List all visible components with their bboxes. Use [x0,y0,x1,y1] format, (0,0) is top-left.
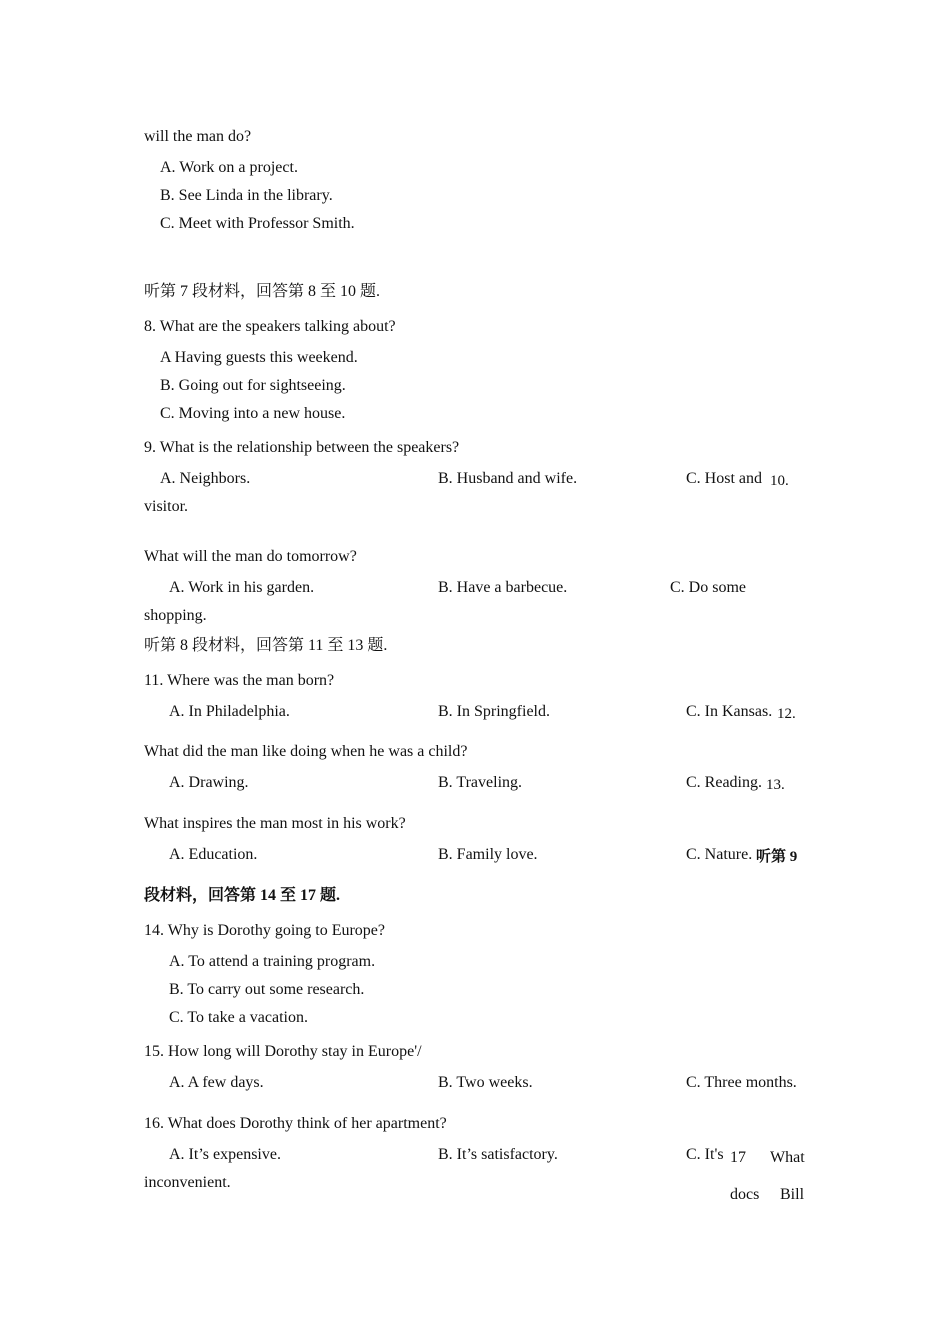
question-14: 14. Why is Dorothy going to Europe? [144,922,386,939]
question-10: What will the man do tomorrow? [144,548,357,565]
question-17-word-3: Bill [780,1186,805,1203]
option-13c: C. Nature. [686,846,753,863]
option-16c-continued: inconvenient. [144,1174,231,1191]
option-10a: A. Work in his garden. [169,579,315,596]
option-13b: B. Family love. [438,846,538,863]
option-16a: A. It’s expensive. [169,1146,281,1163]
question-12: What did the man like doing when he was a child? [144,743,468,760]
option-9b: B. Husband and wife. [438,470,578,487]
question-12-number: 12. [777,706,796,722]
option-10c-continued: shopping. [144,607,207,624]
option-10c: C. Do some [670,579,746,596]
option-14a: A. To attend a training program. [169,953,376,970]
question-13-number: 13. [766,777,785,793]
question-16: 16. What does Dorothy think of her apartment? [144,1115,447,1132]
option-8a: A Having guests this weekend. [160,349,358,366]
option-8c: C. Moving into a new house. [160,405,346,422]
question-13: What inspires the man most in his work? [144,815,406,832]
option-16c: C. It's [686,1146,724,1163]
option-7c: C. Meet with Professor Smith. [160,215,355,232]
question-10-number: 10. [770,473,789,489]
option-14c: C. To take a vacation. [169,1009,308,1026]
section-heading-8: 听第 8 段材料，回答第 11 至 13 题. [144,637,388,654]
section-heading-7: 听第 7 段材料，回答第 8 至 10 题. [144,283,381,300]
question-15: 15. How long will Dorothy stay in Europe'/ [144,1043,422,1060]
question-7-stem-continued: will the man do? [144,128,252,145]
option-9c-continued: visitor. [144,498,189,515]
option-7a: A. Work on a project. [160,159,298,176]
option-11c: C. In Kansas. [686,703,773,720]
option-12b: B. Traveling. [438,774,523,791]
option-7b: B. See Linda in the library. [160,187,333,204]
option-10b: B. Have a barbecue. [438,579,568,596]
question-9: 9. What is the relationship between the speakers? [144,439,460,456]
option-9c: C. Host and [686,470,762,487]
section-heading-9: 段材料，回答第 14 至 17 题. [144,887,341,904]
option-13a: A. Education. [169,846,258,863]
option-12a: A. Drawing. [169,774,249,791]
option-12c: C. Reading. [686,774,762,791]
option-8b: B. Going out for sightseeing. [160,377,346,394]
section-heading-9-start: 听第 9 [756,849,798,865]
question-11: 11. Where was the man born? [144,672,335,689]
option-15b: B. Two weeks. [438,1074,533,1091]
option-11b: B. In Springfield. [438,703,550,720]
question-8: 8. What are the speakers talking about? [144,318,396,335]
option-11a: A. In Philadelphia. [169,703,290,720]
question-17-word-1: What [770,1149,805,1166]
option-9a: A. Neighbors. [160,470,251,487]
option-15c: C. Three months. [686,1074,797,1091]
question-17-number: 17 [730,1149,746,1166]
option-15a: A. A few days. [169,1074,264,1091]
option-16b: B. It’s satisfactory. [438,1146,558,1163]
option-14b: B. To carry out some research. [169,981,365,998]
question-17-word-2: docs [730,1186,760,1203]
